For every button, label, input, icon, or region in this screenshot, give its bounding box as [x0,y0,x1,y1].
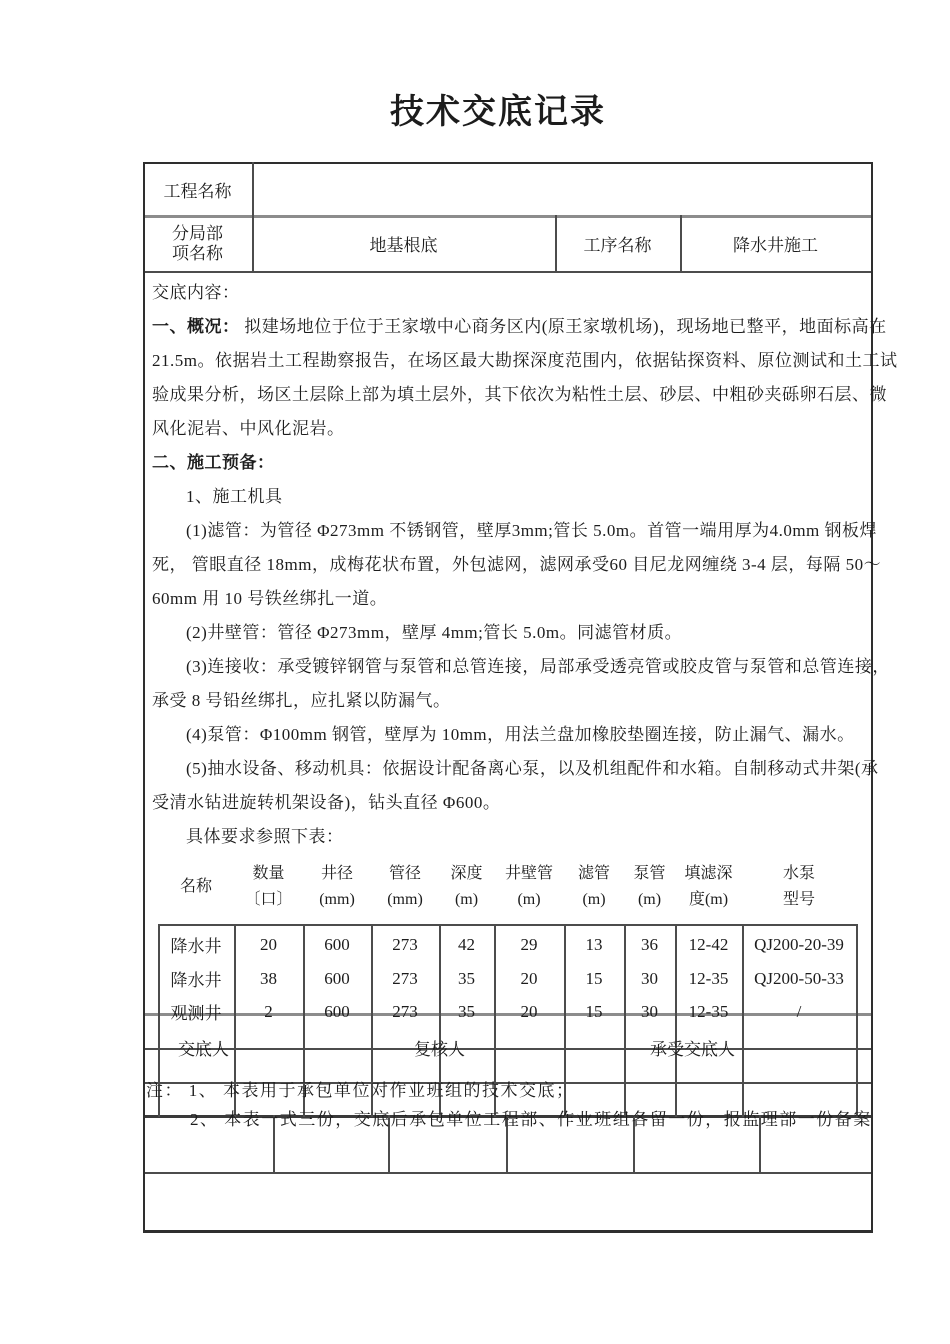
spec-header-wall-pipe: 井壁管 (m) [504,865,553,908]
section-item-label-line1: 分局部 [172,224,223,243]
process-name-label: 工序名称 [583,235,652,255]
content-line: 1、施工机具 [186,487,283,506]
spec-header-pump-pipe: 泵管 (m) [633,865,666,908]
spec-table-row: 降水井 38 600 273 35 20 15 30 12-35 QJ200-50-33 [170,968,844,990]
spec-grid-line [856,924,858,1117]
spec-header-well-dia: 井径 (mm) [319,865,355,908]
content-line: 60mm 用 10 号铁丝绑扎一道。 [152,589,388,608]
content-line: 验成果分析，场区土层除上部为填土层外，其下依次为粘性土层、砂层、中粗砂夹砾卵石层、微 [152,385,887,404]
section-item-label [143,218,252,270]
spec-header-pump-model: 水泵 型号 [782,865,815,908]
table-border-bottom [143,1230,873,1233]
content-line: (4)泵管：Φ100mm 钢管，壁厚为 10mm，用法兰盘加橡胶垫圈连接，防止漏气、漏水。 [186,725,855,744]
content-line: 交底内容： [152,283,240,302]
section-item-value: 地基根底 [369,235,438,255]
content-line: (1)滤管：为管径 Φ273mm 不锈钢管，壁厚3mm;管长 5.0m。首管一端用厚为4.0mm 钢板焊 [186,521,878,540]
project-name-label: 工程名称 [163,181,232,201]
content-line: 死， 管眼直径 18mm，成梅花状布置，外包滤网，滤网承受60 目尼龙网缠绕 3-4 层，每隔 50～ [152,555,882,574]
section-item-label-line2: 项名称 [172,244,223,263]
table-border-signature-bottom [143,1048,873,1050]
spec-header-pipe-dia: 管径 (mm) [387,865,423,908]
content-line: (5)抽水设备、移动机具：依据设计配备离心泵，以及机组配件和水箱。自制移动式井架(承 [186,759,879,778]
spec-table-top-border [158,924,856,926]
spec-header-filter-pipe: 滤管 (m) [577,865,610,908]
note-2: 2、 本表一式三份，交底后承包单位工程部、作业班组各留一份，报监理部一份备案 [190,1110,872,1129]
spec-table-row: 降水井 20 600 273 42 29 13 36 12-42 QJ200-20-39 [170,934,844,956]
spec-header-depth: 深度 (m) [450,865,483,908]
spec-header-name: 名称 [179,878,212,895]
content-line: 风化泥岩、中风化泥岩。 [152,419,345,438]
content-line: (3)连接收：承受镀锌钢管与泵管和总管连接，局部承受透亮管或胶皮管与泵管和总管连接， [186,657,890,676]
content-line: 一、概况： 拟建场地位于位于王家墩中心商务区内(原王家墩机场)，现场地已整平，地面标高在 [152,317,887,336]
content-line: 21.5m。依据岩土工程勘察报告，在场区最大勘探深度范围内，依据钻探资料、原位测试和土工试 [152,351,898,370]
spec-header-quantity: 数量 〔口〕 [244,865,293,908]
content-line: 受清水钻进旋转机架设备)，钻头直径 Φ600。 [152,793,501,812]
receiver-label: 承受交底人 [650,1040,735,1059]
reviewer-label: 复核人 [414,1040,465,1059]
spec-table-row: 观测井 2 600 273 35 20 15 30 12-35 / [170,1001,802,1023]
content-line: 具体要求参照下表： [186,827,344,846]
briefing-content [152,276,898,854]
project-name-value [252,163,871,215]
process-name-value: 降水井施工 [733,235,818,255]
document-title: 技术交底记录 [390,94,606,131]
spec-header-fill-depth: 填滤深 度(m) [684,865,733,908]
content-line: 承受 8 号铅丝绑扎，应扎紧以防漏气。 [152,691,451,710]
content-line: (2)井壁管：管径 Φ273mm，壁厚 4mm;管长 5.0m。同滤管材质。 [186,623,683,642]
content-line: 二、施工预备： [152,453,275,472]
table-border-left [143,162,145,1232]
table-border-sparse-bottom [143,1172,873,1174]
note-1: 注： 1、 本表用于承包单位对作业班组的技术交底； [146,1081,575,1100]
briefer-label: 交底人 [178,1040,229,1059]
